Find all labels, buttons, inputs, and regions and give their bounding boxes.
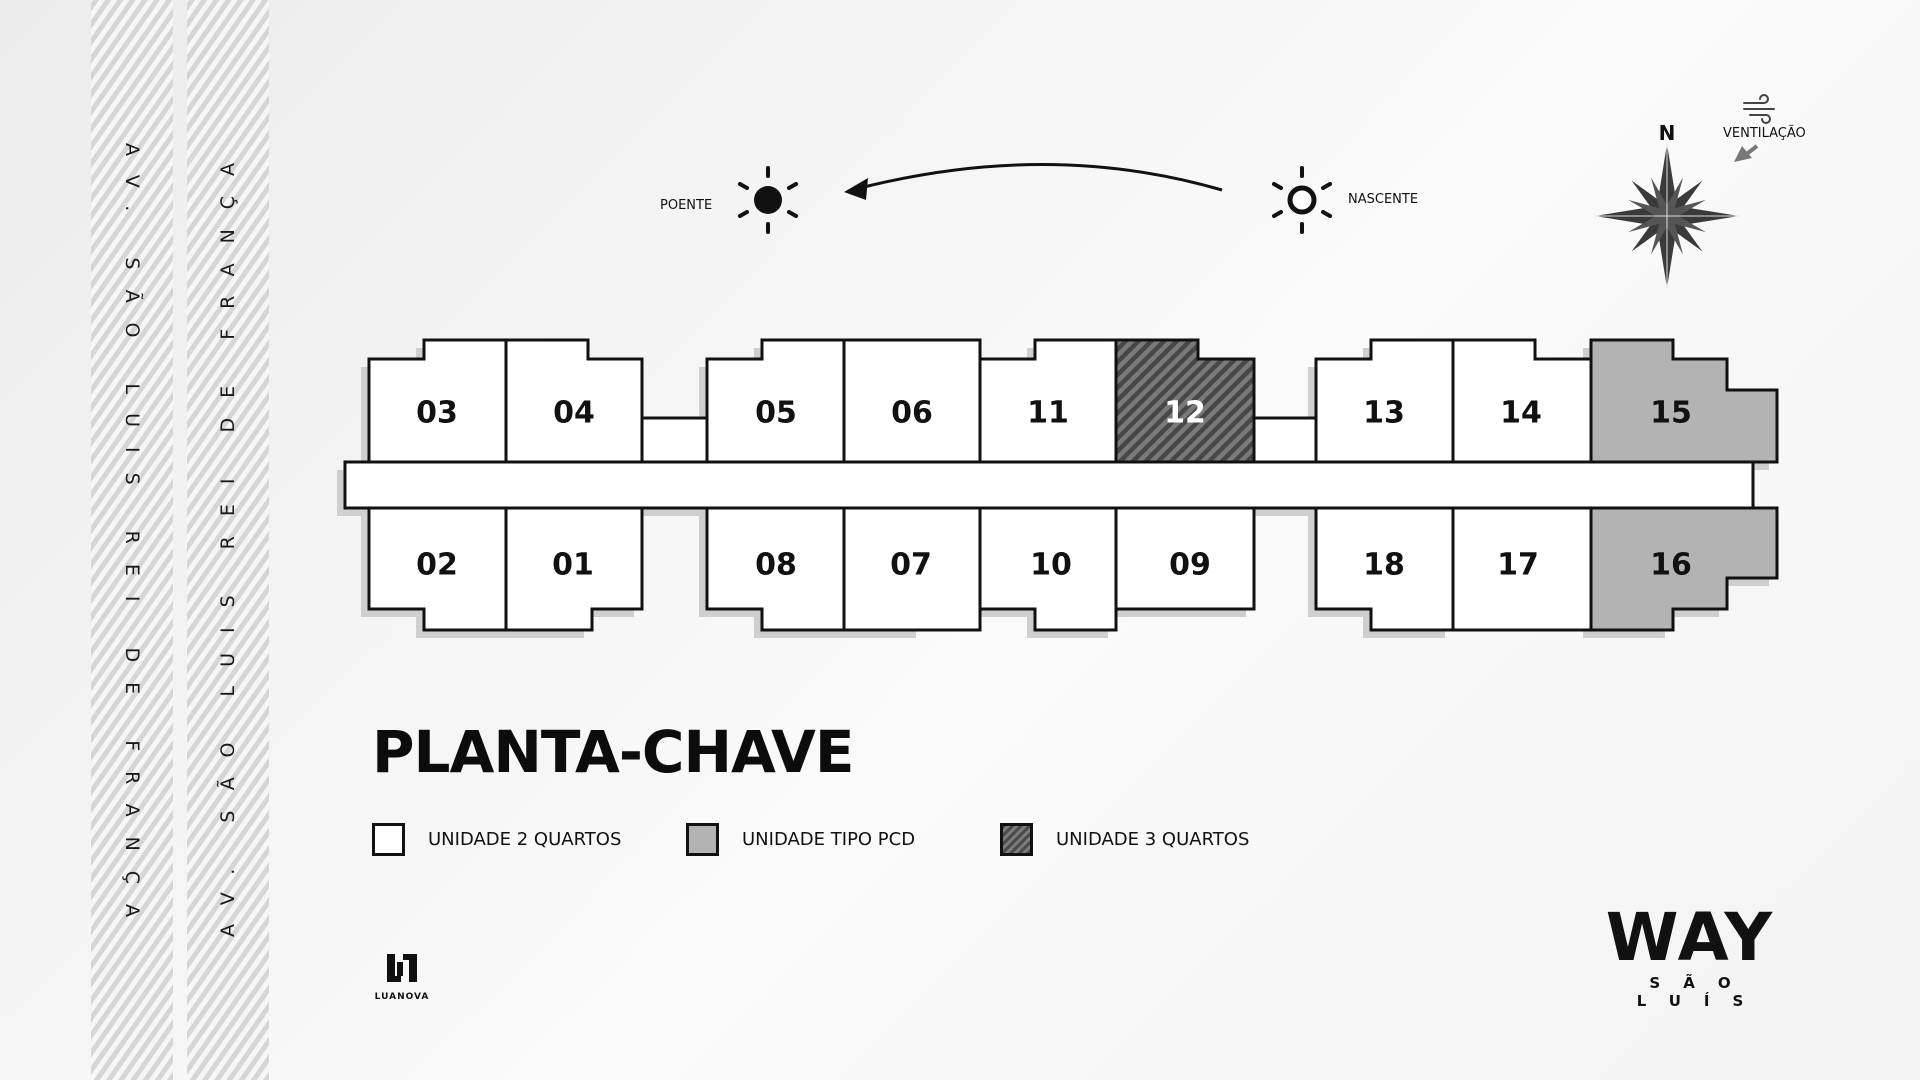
brand-name: WAY xyxy=(1605,906,1775,964)
sun-west-label: POENTE xyxy=(660,198,713,213)
sun-path-arrowhead xyxy=(844,178,868,200)
connector-top-a xyxy=(642,418,707,462)
compass-north-label: N xyxy=(1658,121,1676,145)
page-title: PLANTA-CHAVE xyxy=(372,718,854,786)
unit-label: 05 xyxy=(755,395,797,431)
unit-label: 11 xyxy=(1027,395,1069,431)
brand-logo xyxy=(1570,906,1810,1010)
sun-path-arrow xyxy=(860,164,1222,190)
builder-logo xyxy=(370,950,434,1002)
brand-wordmark xyxy=(1572,906,1808,964)
legend-swatch-white xyxy=(372,823,405,856)
unit-label: 12 xyxy=(1164,395,1206,431)
legend-swatch-gray xyxy=(686,823,719,856)
unit-label: 04 xyxy=(553,395,595,431)
street-name-right: AV. SÃO LUIS REI DE FRANÇA xyxy=(217,142,239,938)
unit-label: 10 xyxy=(1030,547,1072,583)
legend-item-2-quartos xyxy=(372,823,621,856)
unit-label: 18 xyxy=(1363,547,1405,583)
wind-icon xyxy=(1744,95,1774,123)
ventilation-label: VENTILAÇÃO xyxy=(1723,126,1806,141)
central-corridor xyxy=(345,462,1753,508)
legend-label: UNIDADE TIPO PCD xyxy=(742,829,916,850)
street-name-left: AV. SÃO LUIS REI DE FRANÇA xyxy=(121,142,143,938)
unit-label: 01 xyxy=(552,547,594,583)
connector-top-b xyxy=(1254,418,1316,462)
brand-city: SÃO LUÍS xyxy=(1636,974,1767,1010)
unit-label: 02 xyxy=(416,547,458,583)
unit-label: 09 xyxy=(1169,547,1211,583)
unit-label: 03 xyxy=(416,395,458,431)
legend-item-pcd xyxy=(686,823,915,856)
unit-label: 15 xyxy=(1650,395,1692,431)
sun-path xyxy=(844,164,1222,200)
builder-mark-icon xyxy=(384,950,420,986)
sun-west-icon xyxy=(740,168,796,232)
legend-label: UNIDADE 3 QUARTOS xyxy=(1056,829,1250,850)
unit-label: 07 xyxy=(890,547,932,583)
unit-label: 14 xyxy=(1500,395,1542,431)
unit-label: 06 xyxy=(891,395,933,431)
unit-label: 08 xyxy=(755,547,797,583)
unit-label: 16 xyxy=(1650,547,1692,583)
ventilation-arrow-icon xyxy=(1734,146,1757,162)
unit-label: 17 xyxy=(1497,547,1539,583)
builder-name: LUANOVA xyxy=(374,992,430,1002)
legend-swatch-hatched xyxy=(1000,823,1033,856)
unit-label: 13 xyxy=(1363,395,1405,431)
compass-rose-icon xyxy=(1595,144,1739,288)
legend-item-3-quartos xyxy=(1000,823,1249,856)
sun-east-label: NASCENTE xyxy=(1348,192,1419,207)
legend-label: UNIDADE 2 QUARTOS xyxy=(428,829,622,850)
sun-east-icon xyxy=(1274,168,1330,232)
